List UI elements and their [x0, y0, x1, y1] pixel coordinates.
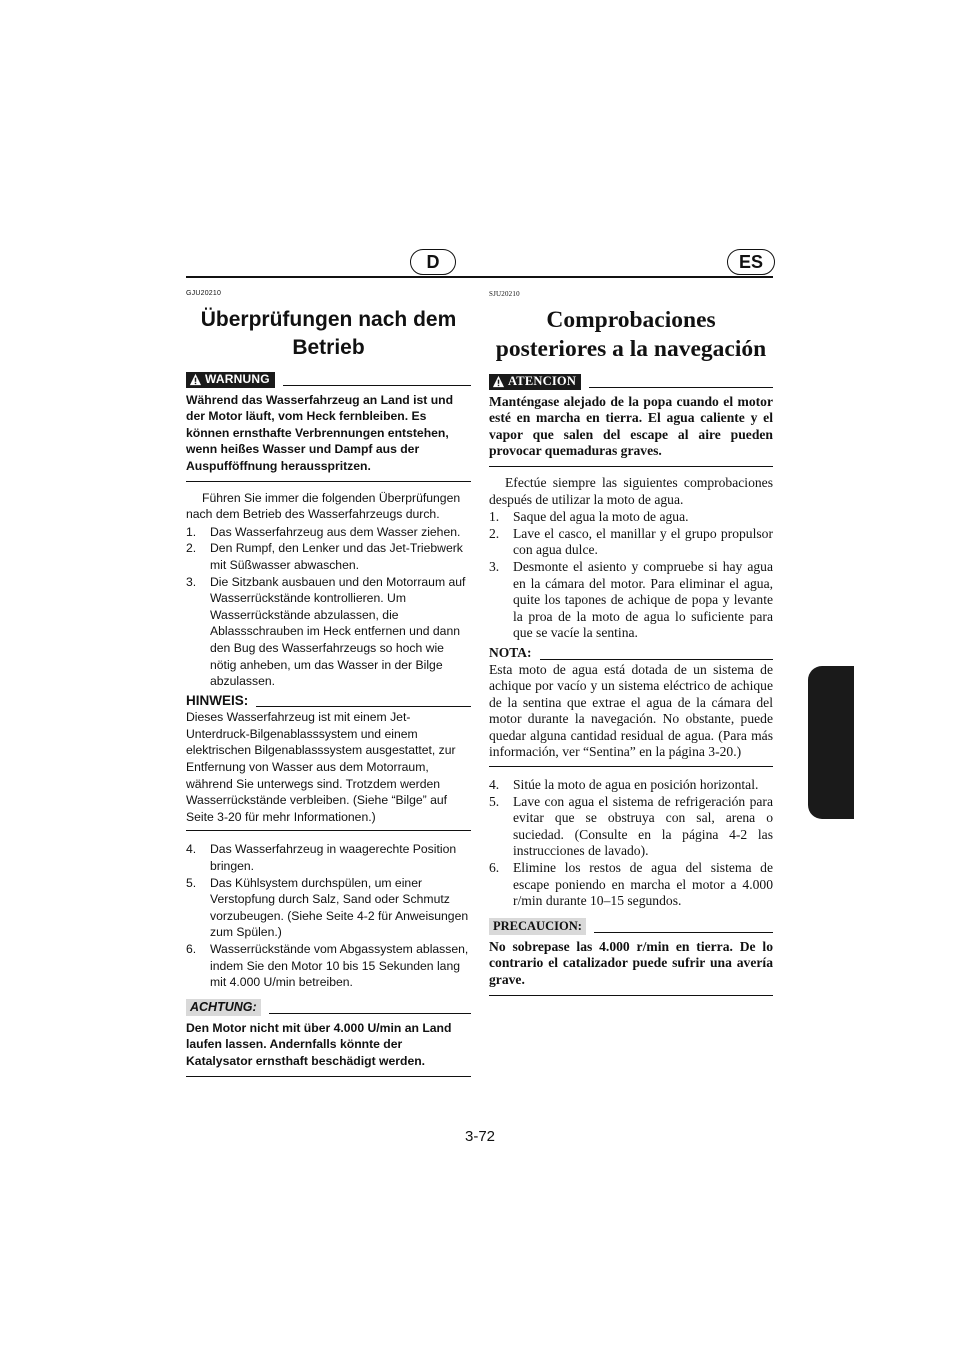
- note-header: [489, 645, 773, 662]
- step-text: Lave con agua el sistema de refrigeración para evitar que se obstruya con sal, arena o suciedad. (Consulte en la página 4-2 las instrucciones de lavado).: [513, 793, 773, 859]
- column-german: [186, 286, 471, 1077]
- warning-label: ATENCION: [508, 374, 577, 389]
- section-title: Überprüfungen nach dem Betrieb: [200, 307, 457, 359]
- intro-text: Efectúe siempre las siguientes comprobaciones después de utilizar la moto de agua.: [489, 474, 773, 507]
- steps-list-b: [489, 777, 773, 910]
- step-text: Wasserrückstände vom Abgassystem ablassen, indem Sie den Motor 10 bis 15 Sekunden lang mit 4.000 U/min betreiben.: [210, 942, 469, 990]
- warning-triangle-icon: [189, 373, 202, 386]
- caution-label: ACHTUNG:: [190, 999, 257, 1014]
- list-item: [186, 875, 471, 941]
- step-text: Sitúe la moto de agua en posición horizontal.: [513, 777, 759, 793]
- step-number: 1.: [186, 524, 197, 539]
- list-item: [489, 794, 773, 860]
- step-text: Das Kühlsystem durchspülen, um einer Verstopfung durch Salz, Sand oder Schmutz vorzubeugen. (Siehe Seite 4-2 für Anweisungen zum Spülen.): [210, 875, 469, 940]
- warning-header: [186, 372, 471, 388]
- step-text: Das Wasserfahrzeug aus dem Wasser ziehen.: [210, 524, 461, 539]
- section-code: GJU20210: [186, 290, 222, 297]
- page-number: 3-72: [464, 1128, 496, 1145]
- step-number: 4.: [489, 777, 500, 793]
- list-item: [489, 559, 773, 642]
- list-item: [489, 526, 773, 559]
- header-rule: [186, 276, 773, 278]
- language-label-d: D: [426, 251, 440, 272]
- warning-rule: [589, 387, 773, 388]
- note-rule: [256, 706, 471, 707]
- list-item: [186, 841, 471, 874]
- step-number: 2.: [489, 525, 500, 541]
- step-number: 3.: [489, 558, 500, 574]
- step-text: Saque del agua la moto de agua.: [513, 509, 689, 525]
- section-title: Comprobaciones posteriores a la navegación: [495, 306, 767, 362]
- caution-header: [489, 918, 773, 935]
- note-text: Esta moto de agua está dotada de un sistema de achique por vacío y un sistema eléctrico de achique de la sentina que extrae el agua de la cámara del motor durante la navegación. No obstante, puede quedar alguna cantidad residual de agua. (Para más información, ver “Sentina” en la página 3-20.): [489, 662, 773, 768]
- list-item: [186, 540, 471, 573]
- language-label-es: ES: [738, 251, 763, 272]
- intro-text: Führen Sie immer die folgenden Überprüfungen nach dem Betrieb des Wasserfahrzeugs durch.: [186, 490, 461, 522]
- step-number: 5.: [186, 875, 197, 890]
- step-number: 3.: [186, 574, 197, 589]
- note-rule: [540, 659, 774, 660]
- step-text: Den Rumpf, den Lenker und das Jet-Triebwerk mit Süßwasser abwaschen.: [210, 541, 463, 572]
- chapter-side-tab: [808, 666, 854, 819]
- list-item: [186, 574, 471, 690]
- step-text: Elimine los restos de agua del sistema de escape poniendo en marcha el motor a 4.000 r/min durante 10–15 segundos.: [513, 860, 773, 909]
- warning-badge: [186, 372, 275, 388]
- step-number: 6.: [186, 942, 197, 956]
- caution-header: [186, 999, 471, 1016]
- step-text: Das Wasserfahrzeug in waagerechte Position bringen.: [210, 842, 457, 874]
- warning-badge: [489, 374, 581, 390]
- caution-text: Den Motor nicht mit über 4.000 U/min an Land laufen lassen. Andernfalls könnte der Katalysator ernsthaft beschädigt werden.: [186, 1020, 471, 1077]
- language-tab-es: [727, 249, 775, 275]
- warning-header: [489, 374, 773, 390]
- step-text: Lave el casco, el manillar y el grupo propulsor con agua dulce.: [513, 525, 773, 558]
- warning-label: WARNUNG: [205, 372, 270, 387]
- list-item: [489, 509, 773, 526]
- caution-rule: [594, 932, 773, 933]
- step-number: 5.: [489, 793, 500, 809]
- caution-text: No sobrepase las 4.000 r/min en tierra. De lo contrario el catalizador puede sufrir una avería grave.: [489, 939, 773, 996]
- steps-list-a: [489, 509, 773, 642]
- note-label: HINWEIS:: [186, 692, 249, 708]
- warning-text: Während das Wasserfahrzeug an Land ist und der Motor läuft, vom Heck fernbleiben. Es können ernsthafte Verbrennungen entstehen, wenn heißes Wasser und Dampf aus der Auspufföffnung herausspritzen.: [186, 392, 471, 482]
- list-item: [186, 524, 471, 541]
- note-header: [186, 693, 471, 710]
- steps-list-a: [186, 524, 471, 690]
- step-number: 2.: [186, 541, 197, 556]
- steps-list-b: [186, 841, 471, 990]
- caution-badge: [186, 999, 261, 1016]
- caution-badge: [489, 918, 586, 935]
- step-text: Desmonte el asiento y compruebe si hay agua en la cámara del motor. Para eliminar el agua, quite los tapones de achique de popa y levante la proa de la moto de agua lo suficiente para que se vacíe la sentina.: [513, 558, 773, 641]
- step-number: 1.: [489, 509, 500, 525]
- list-item: [186, 941, 471, 991]
- list-item: [489, 777, 773, 794]
- step-text: Die Sitzbank ausbauen und den Motorraum auf Wasserrückstände kontrollieren. Um Wasserrückstände abzulassen, die Ablassschrauben im Heck entfernen und dann den Bug des Wasserfahrzeugs so hoch wie nötig anheben, um das Wasser in der Bilge abzulassen.: [210, 574, 466, 689]
- note-text: Dieses Wasserfahrzeug ist mit einem Jet-Unterdruck-Bilgenablasssystem und einem elektrischen Bilgenablasssystem ausgestattet, zur Entfernung von Wasser aus dem Motorraum, während Sie unterwegs sind. Trotzdem werden Wasserrückstände verbleiben. (Siehe “Bilge” auf Seite 3-20 für mehr Informationen.): [186, 709, 471, 831]
- warning-triangle-icon: [492, 375, 505, 388]
- step-number: 6.: [489, 860, 500, 876]
- note-label: NOTA:: [489, 644, 532, 660]
- list-item: [489, 860, 773, 910]
- column-spanish: [489, 286, 773, 996]
- caution-rule: [269, 1013, 471, 1014]
- language-tab-d: [410, 249, 456, 275]
- warning-text: Manténgase alejado de la popa cuando el motor esté en marcha en tierra. El agua caliente y el vapor que salen del escape al aire pueden provocar quemaduras graves.: [489, 394, 773, 467]
- warning-rule: [283, 385, 471, 386]
- caution-label: PRECAUCION:: [493, 919, 582, 934]
- step-number: 4.: [186, 842, 197, 857]
- section-code: SJU20210: [489, 290, 520, 298]
